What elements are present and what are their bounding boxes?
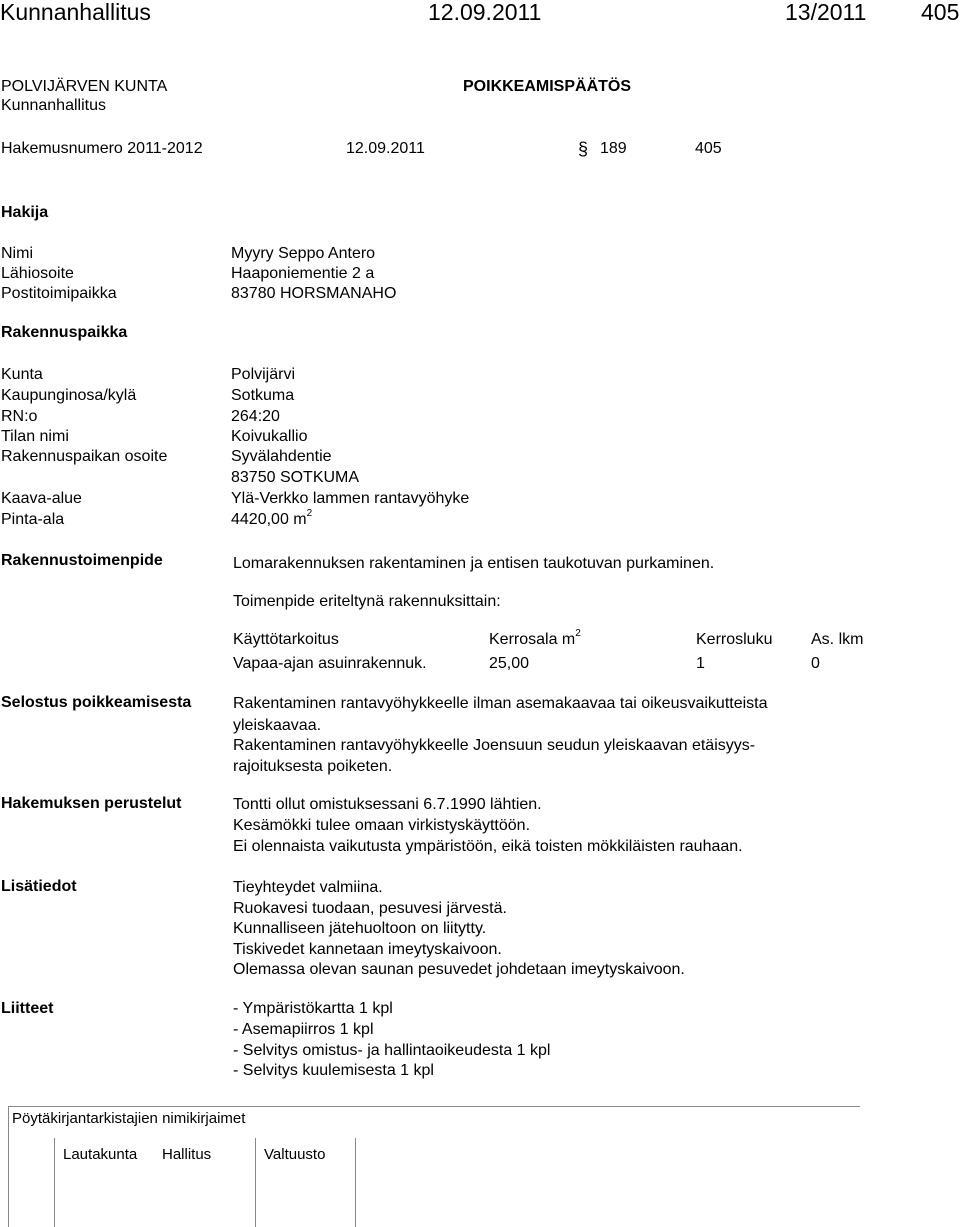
section-heading-measure: Rakennustoimenpide (1, 552, 163, 569)
decision-type: POIKKEAMISPÄÄTÖS (463, 78, 632, 95)
field-label: Nimi (1, 245, 33, 262)
paragraph-sign: § (578, 139, 589, 159)
text-line: Ruokavesi tuodaan, pesuvesi järvestä. (233, 900, 507, 917)
text-line: Tieyhteydet valmiina. (233, 879, 383, 896)
footer-column-rule (255, 1138, 256, 1227)
footer-column-label: Lautakunta (63, 1146, 138, 1163)
section-heading-applicant: Hakija (1, 204, 49, 221)
section-heading-explanation: Selostus poikkeamisesta (1, 694, 192, 711)
table-header: Käyttötarkoitus (233, 631, 339, 648)
field-label: Kaava-alue (1, 490, 82, 507)
table-cell: 0 (811, 655, 820, 672)
field-label: Lähiosoite (1, 265, 74, 282)
field-value: Polvijärvi (231, 366, 296, 383)
field-label: Rakennuspaikan osoite (1, 448, 168, 465)
attachment-item: - Asemapiirros 1 kpl (233, 1021, 374, 1038)
attachment-item: - Selvitys kuulemisesta 1 kpl (233, 1062, 434, 1079)
table-header: Kerrosluku (696, 631, 773, 648)
header-page: 405 (921, 0, 960, 25)
field-value: 83780 HORSMANAHO (231, 285, 397, 302)
field-value (231, 508, 313, 528)
municipality-name: POLVIJÄRVEN KUNTA (1, 78, 168, 95)
field-value: Syvälahdentie (231, 448, 332, 465)
text-line: Ei olennaista vaikutusta ympäristöön, eikä toisten mökkiläisten rauhaan. (233, 838, 743, 855)
section-heading-site: Rakennuspaikka (1, 324, 128, 341)
header-board: Kunnanhallitus (0, 0, 151, 25)
paragraph-number: 189 (600, 140, 627, 157)
application-number: Hakemusnumero 2011-2012 (1, 140, 203, 157)
text-line: Tontti ollut omistuksessani 6.7.1990 lähtien. (233, 796, 542, 813)
footer-column-rule (54, 1138, 55, 1227)
body-name: Kunnanhallitus (1, 97, 106, 114)
field-value: Haaponiementie 2 a (231, 265, 375, 282)
field-label: Tilan nimi (1, 428, 69, 445)
field-label: Pinta-ala (1, 511, 65, 528)
footer-label: Pöytäkirjantarkistajien nimikirjaimet (12, 1110, 246, 1127)
footer-top-rule (8, 1106, 860, 1107)
text-line: Kesämökki tulee omaan virkistyskäyttöön. (233, 817, 531, 834)
footer-left-rule (8, 1106, 9, 1227)
field-value: Sotkuma (231, 387, 295, 404)
header-section: 13/2011 (785, 0, 867, 25)
field-value: 83750 SOTKUMA (231, 469, 360, 486)
attachment-item: - Ympäristökartta 1 kpl (233, 1000, 393, 1017)
text-line: rajoituksesta poiketen. (233, 758, 393, 775)
field-label: Kaupunginosa/kylä (1, 387, 137, 404)
table-header: As. lkm (811, 631, 864, 648)
text-line: Kunnalliseen jätehuoltoon on liitytty. (233, 920, 487, 937)
measure-description: Lomarakennuksen rakentaminen ja entisen taukotuvan purkaminen. (233, 555, 715, 572)
area-unit-exponent: 2 (306, 508, 313, 519)
field-label: Kunta (1, 366, 43, 383)
field-value: Myyry Seppo Antero (231, 245, 376, 262)
text-line: Rakentaminen rantavyöhykkeelle Joensuun seudun yleiskaavan etäisyys- (233, 737, 756, 754)
text-line: yleiskaavaa. (233, 717, 322, 734)
floor-area-header: Kerrosala m (489, 631, 576, 648)
text-line: Olemassa olevan saunan pesuvedet johdetaan imeytyskaivoon. (233, 961, 685, 978)
area-value: 4420,00 m (231, 511, 307, 528)
attachment-item: - Selvitys omistus- ja hallintaoikeudesta 1 kpl (233, 1042, 551, 1059)
field-label: RN:o (1, 408, 38, 425)
footer-column-rule (355, 1138, 356, 1227)
footer-column-label: Valtuusto (264, 1146, 326, 1163)
header-date: 12.09.2011 (428, 0, 542, 25)
section-heading-grounds: Hakemuksen perustelut (1, 795, 182, 812)
footer-column-label: Hallitus (162, 1146, 212, 1163)
measure-subtitle: Toimenpide eriteltynä rakennuksittain: (233, 593, 501, 610)
floor-area-unit-exponent: 2 (575, 628, 581, 639)
table-header (489, 628, 581, 648)
field-label: Postitoimipaikka (1, 285, 117, 302)
table-cell: 25,00 (489, 655, 530, 672)
text-line: Rakentaminen rantavyöhykkeelle ilman asemakaavaa tai oikeusvaikutteista (233, 695, 768, 712)
table-cell: 1 (696, 655, 705, 672)
page-number: 405 (695, 140, 722, 157)
table-cell: Vapaa-ajan asuinrakennuk. (233, 655, 427, 672)
field-value: 264:20 (231, 408, 280, 425)
section-heading-attachments: Liitteet (1, 1000, 54, 1017)
section-heading-additional: Lisätiedot (1, 878, 77, 895)
field-value: Ylä-Verkko lammen rantavyöhyke (231, 490, 470, 507)
application-date: 12.09.2011 (346, 140, 425, 157)
field-value: Koivukallio (231, 428, 308, 445)
text-line: Tiskivedet kannetaan imeytyskaivoon. (233, 941, 502, 958)
